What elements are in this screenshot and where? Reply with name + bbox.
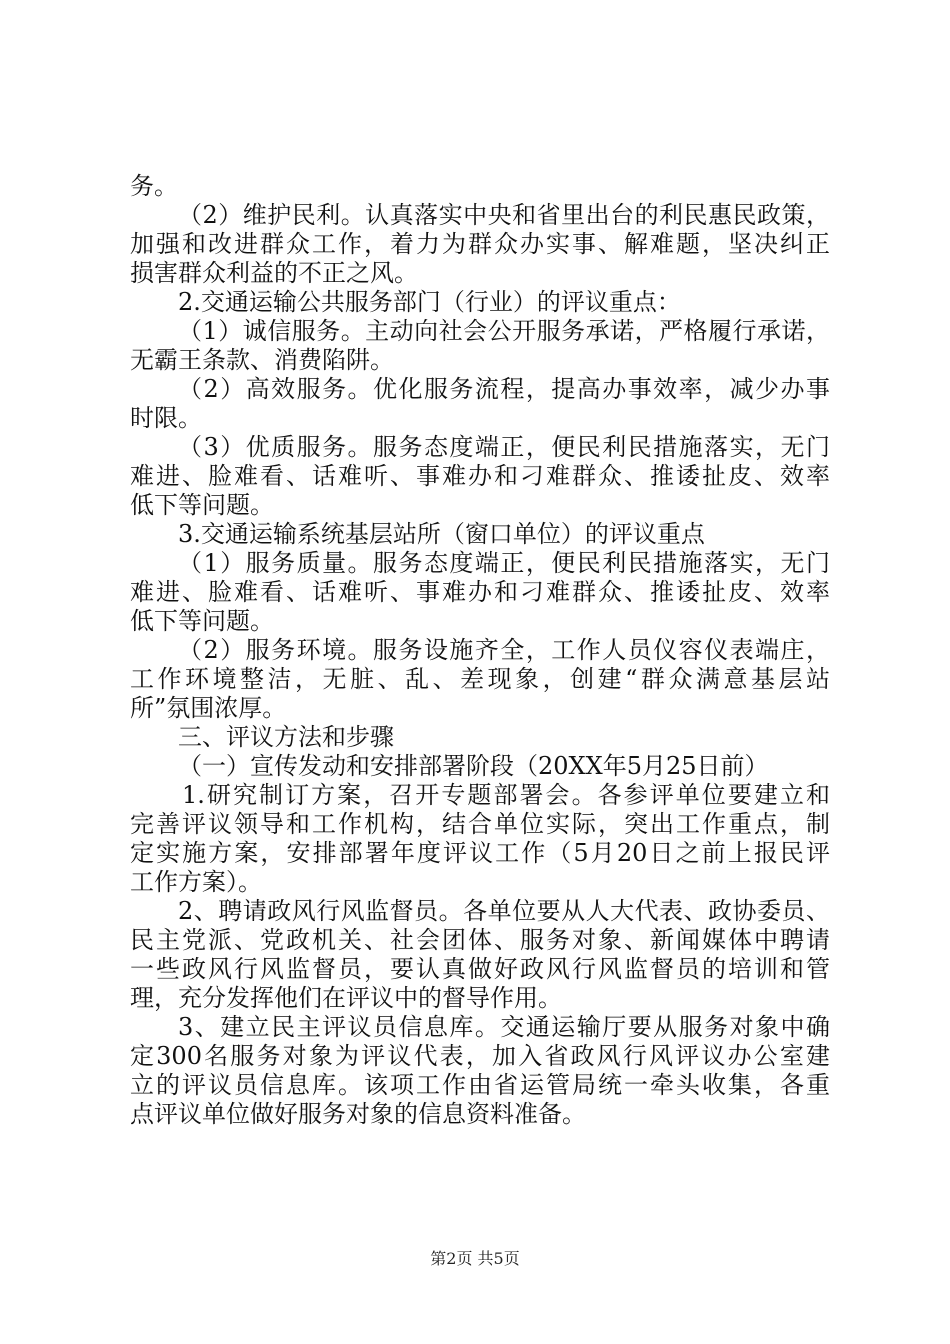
text-line: 定实施方案，安排部署年度评议工作（5月20日之前上报民评 (130, 839, 830, 867)
text-line: 加强和改进群众工作，着力为群众办实事、解难题，坚决纠正 (130, 230, 830, 258)
text-line: 低下等问题。 (130, 491, 274, 519)
text-line: （2）维护民利。认真落实中央和省里出台的利民惠民政策， (178, 201, 830, 229)
text-line: 所”氛围浓厚。 (130, 694, 287, 722)
text-line: 3、建立民主评议员信息库。交通运输厅要从服务对象中确 (178, 1013, 830, 1041)
text-line: 工作环境整洁，无脏、乱、差现象，创建“群众满意基层站 (130, 665, 830, 693)
text-line: 无霸王条款、消费陷阱。 (130, 346, 394, 374)
text-line: （1）诚信服务。主动向社会公开服务承诺，严格履行承诺， (178, 317, 830, 345)
subsection-heading: （一）宣传发动和安排部署阶段（20XX年5月25日前） (178, 752, 769, 780)
text-line: 完善评议领导和工作机构，结合单位实际，突出工作重点，制 (130, 810, 830, 838)
text-line: 立的评议员信息库。该项工作由省运管局统一牵头收集，各重 (130, 1071, 830, 1099)
text-line: 务。 (130, 172, 178, 200)
text-line: 难进、脸难看、话难听、事难办和刁难群众、推诿扯皮、效率 (130, 462, 830, 490)
text-line: 一些政风行风监督员，要认真做好政风行风监督员的培训和管 (130, 955, 830, 983)
document-body (130, 172, 830, 1129)
text-line: 低下等问题。 (130, 607, 274, 635)
text-line: 民主党派、党政机关、社会团体、服务对象、新闻媒体中聘请 (130, 926, 830, 954)
text-line: （2）服务环境。服务设施齐全，工作人员仪容仪表端庄， (178, 636, 830, 664)
text-line: 难进、脸难看、话难听、事难办和刁难群众、推诿扯皮、效率 (130, 578, 830, 606)
text-line: 损害群众利益的不正之风。 (130, 259, 418, 287)
text-line: 理，充分发挥他们在评议中的督导作用。 (130, 984, 562, 1012)
text-line: （1）服务质量。服务态度端正，便民利民措施落实，无门 (178, 549, 830, 577)
text-line: 工作方案）。 (130, 868, 262, 896)
text-line: 1.研究制订方案，召开专题部署会。各参评单位要建立和 (182, 781, 830, 809)
section-heading: 2.交通运输公共服务部门（行业）的评议重点： (178, 288, 681, 316)
text-line: 时限。 (130, 404, 202, 432)
text-line: 2、聘请政风行风监督员。各单位要从人大代表、政协委员、 (178, 897, 830, 925)
section-heading: 三、评议方法和步骤 (178, 723, 394, 751)
text-line: 定300名服务对象为评议代表，加入省政风行风评议办公室建 (130, 1042, 830, 1070)
page-number: 第2页 共5页 (430, 1249, 520, 1268)
text-line: 点评议单位做好服务对象的信息资料准备。 (130, 1100, 586, 1128)
text-line: （2）高效服务。优化服务流程，提高办事效率，减少办事 (178, 375, 830, 403)
text-line: （3）优质服务。服务态度端正，便民利民措施落实，无门 (178, 433, 830, 461)
section-heading: 3.交通运输系统基层站所（窗口单位）的评议重点 (178, 520, 705, 548)
